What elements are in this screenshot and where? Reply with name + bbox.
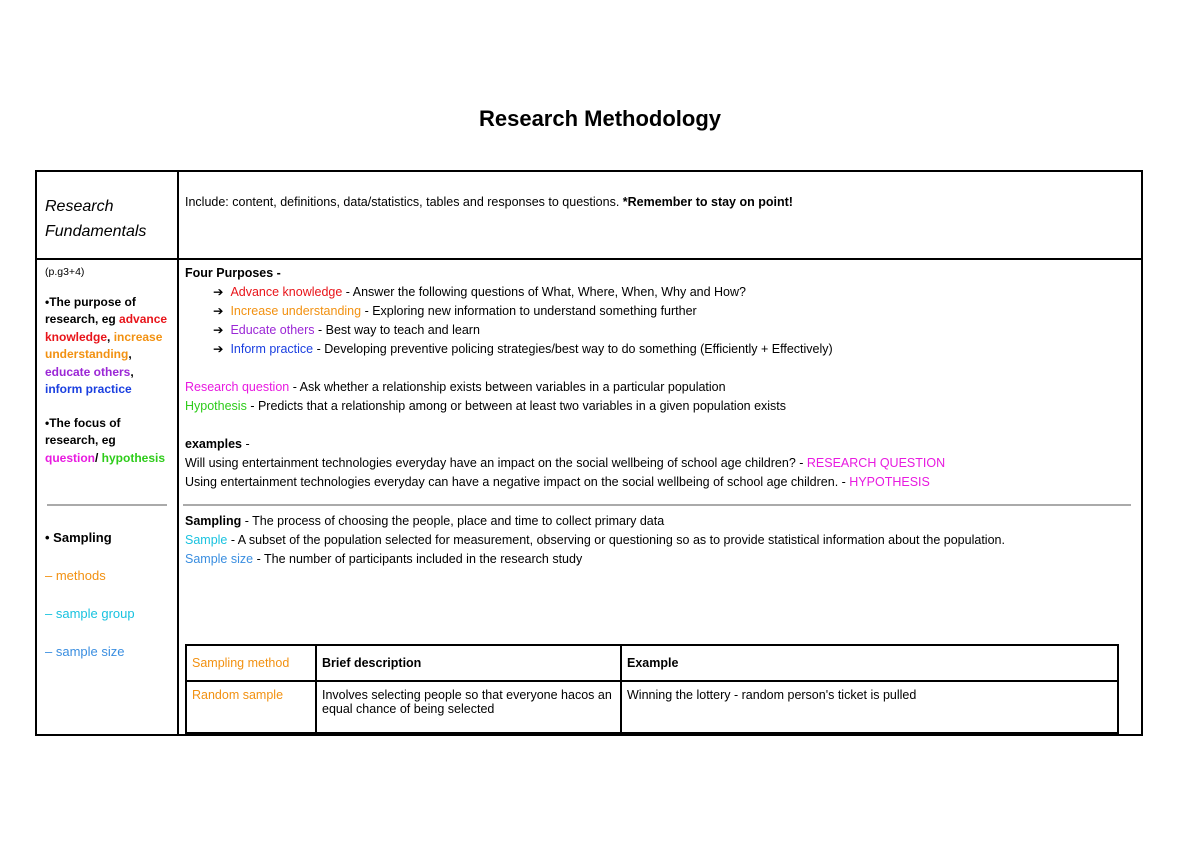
sample-group-note: – sample group [45, 606, 135, 621]
hypothesis-def: Hypothesis - Predicts that a relationship among or between at least two variables in a given population exists [185, 399, 787, 413]
header-example: Example [621, 645, 1118, 681]
table-header-row [186, 645, 1118, 681]
reminder-text: *Remember to stay on point! [622, 195, 793, 209]
table-row [186, 681, 1118, 733]
arrow-icon: ➔ [213, 304, 224, 318]
purpose-item: ➔ Educate others - Best way to teach and learn [213, 323, 480, 337]
intro-text: Include: content, definitions, data/statistics, tables and responses to questions. *Remember to stay on point! [185, 195, 793, 209]
row-divider [37, 258, 1141, 260]
arrow-icon: ➔ [213, 342, 224, 356]
table-row-empty [186, 733, 1118, 734]
research-fundamentals-label [45, 194, 146, 244]
research-question-def: Research question - Ask whether a relationship exists between variables in a particular population [185, 380, 726, 394]
methods-note: – methods [45, 568, 106, 583]
examples-heading: examples - [185, 437, 250, 451]
cell-method: Random sample [186, 681, 316, 733]
arrow-icon: ➔ [213, 323, 224, 337]
purpose-note: •The purpose of research, eg advance knowledge, increase understanding, educate others, inform practice [45, 294, 168, 396]
sample-def: Sample - A subset of the population selected for measurement, observing or questioning so as to provide statistical information about the population. [185, 533, 1005, 547]
sampling-notes [45, 530, 135, 682]
sampling-def: Sampling - The process of choosing the people, place and time to collect primary data [185, 514, 665, 528]
page-title: Research Methodology [478, 106, 722, 131]
left-notes [45, 264, 171, 467]
sample-size-def: Sample size - The number of participants included in the research study [185, 552, 583, 566]
right-separator [183, 504, 1131, 506]
purpose-item: ➔ Increase understanding - Exploring new information to understand something further [213, 304, 697, 318]
label-line-2: Fundamentals [45, 223, 147, 240]
arrow-icon: ➔ [213, 285, 224, 299]
sampling-section [185, 512, 1125, 569]
purpose-item: ➔ Advance knowledge - Answer the following questions of What, Where, When, Why and How? [213, 285, 746, 299]
example-1: Will using entertainment technologies everyday have an impact on the social wellbeing of school age children? - RESEARCH QUESTION [185, 456, 946, 470]
column-divider [177, 172, 179, 734]
main-table [35, 170, 1143, 736]
label-line-1: Research [45, 198, 114, 215]
focus-note: •The focus of research, eg question/ hypothesis [45, 415, 166, 465]
sample-size-note: – sample size [45, 644, 125, 659]
example-2: Using entertainment technologies everyday can have a negative impact on the social wellbeing of school age children. - HYPOTHESIS [185, 475, 930, 489]
four-purposes-heading: Four Purposes - [185, 266, 281, 280]
header-brief-description: Brief description [316, 645, 621, 681]
header-sampling-method: Sampling method [186, 645, 316, 681]
sampling-methods-table [185, 644, 1119, 734]
cell-example: Winning the lottery - random person's ticket is pulled [621, 681, 1118, 733]
left-separator [47, 504, 167, 506]
purpose-item: ➔ Inform practice - Developing preventive policing strategies/best way to do something (Efficiently + Effectively) [213, 342, 833, 356]
purposes-section [185, 264, 1135, 492]
cell-description: Involves selecting people so that everyone hacos an equal chance of being selected [316, 681, 621, 733]
page-reference: (p.g3+4) [45, 266, 85, 278]
sampling-note: • Sampling [45, 530, 112, 545]
